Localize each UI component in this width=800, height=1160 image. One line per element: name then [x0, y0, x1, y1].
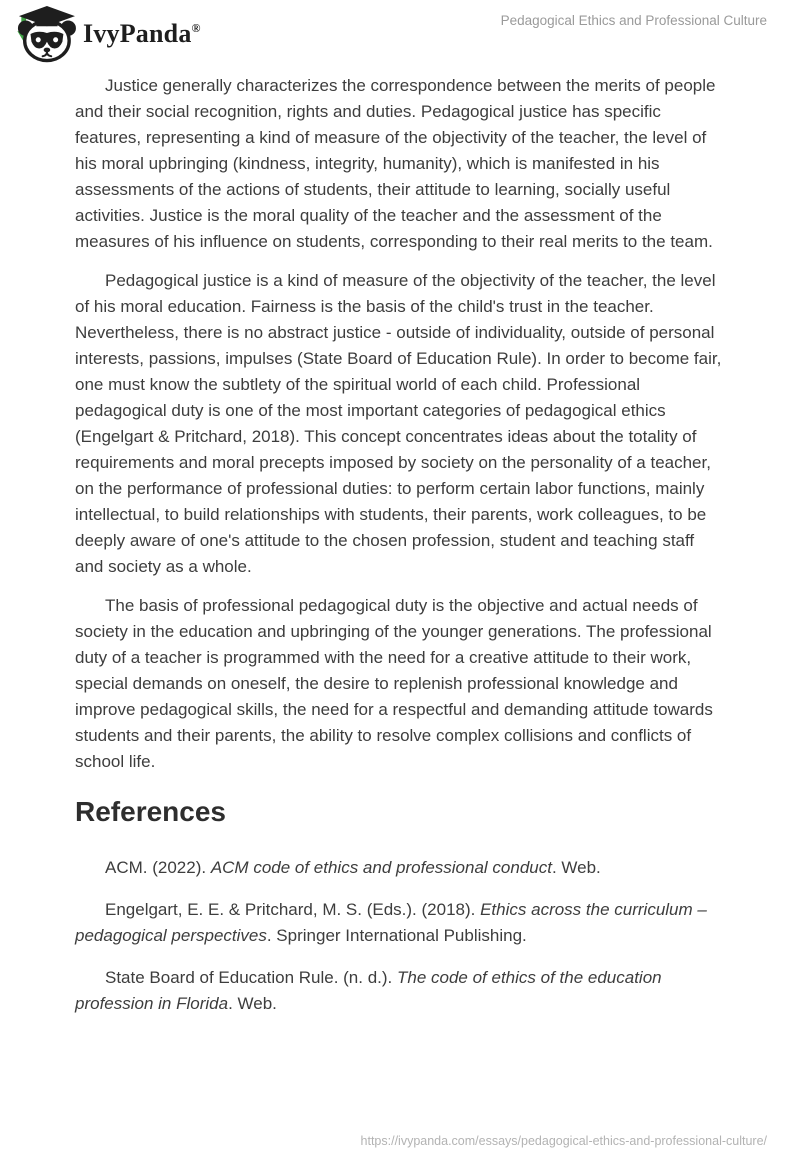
- ivypanda-panda-graduate-icon: [13, 5, 77, 63]
- reference-text: Engelgart, E. E. & Pritchard, M. S. (Eds.). (2018).: [105, 900, 481, 919]
- reference-text: . Web.: [551, 858, 601, 877]
- essay-paragraph: The basis of professional pedagogical duty is the objective and actual needs of society in the education and upbringing of the younger generations. The professional duty of a teacher is programmed with the need for a creative attitude to their work, special demands on oneself, the desire to replenish professional knowledge and improve pedagogical skills, the need for a respectful and demanding attitude towards students and their parents, the ability to resolve complex collisions and conflicts of school life.: [75, 596, 713, 771]
- essay-paragraph: Justice generally characterizes the correspondence between the merits of people and their social recognition, rights and duties. Pedagogical justice has specific features, representing a kind of measure of the objectivity of the teacher, the level of his moral upbringing (kindness, integrity, humanity), which is manifested in his assessments of the actions of students, their attitude to learning, socially useful activities. Justice is the moral quality of the teacher and the assessment of the measures of his influence on students, corresponding to their real merits to the team.: [75, 76, 716, 251]
- logo-wordmark: IvyPanda: [83, 19, 192, 48]
- logo-text: [83, 19, 201, 49]
- reference-text: . Web.: [228, 994, 277, 1013]
- reference-text: . Springer International Publishing.: [266, 926, 527, 945]
- references-heading: References: [75, 796, 226, 827]
- reference-entry: [75, 965, 725, 1017]
- ivypanda-brand: [13, 5, 201, 63]
- page-header: [0, 0, 800, 64]
- reference-text: ACM. (2022).: [105, 858, 211, 877]
- reference-title-italic: The code of ethics of the education profession in Florida: [75, 968, 662, 1013]
- essay-content: [75, 62, 725, 1033]
- reference-text: State Board of Education Rule. (n. d.).: [105, 968, 397, 987]
- source-url: https://ivypanda.com/essays/pedagogical-ethics-and-professional-culture/: [360, 1134, 767, 1148]
- reference-entry: [75, 897, 725, 949]
- essay-paragraph: Pedagogical justice is a kind of measure of the objectivity of the teacher, the level of his moral education. Fairness is the basis of the child's trust in the teacher. Nevertheless, there is no abstract justice - outside of individuality, outside of personal interests, passions, impulses (State Board of Education Rule). In order to become fair, one must know the subtlety of the spiritual world of each child. Professional pedagogical duty is one of the most important categories of pedagogical ethics (Engelgart & Pritchard, 2018). This concept concentrates ideas about the totality of requirements and moral precepts imposed by society on the personality of a teacher, on the performance of professional duties: to perform certain labor functions, mainly intellectual, to build relationships with students, their parents, work colleagues, to be deeply aware of one's attitude to the chosen profession, student and teaching staff and society as a whole.: [75, 271, 722, 576]
- reference-title-italic: ACM code of ethics and professional conduct: [210, 858, 552, 877]
- registered-trademark: ®: [191, 21, 201, 35]
- document-title: Pedagogical Ethics and Professional Culture: [500, 13, 767, 28]
- reference-entry: [75, 855, 725, 881]
- reference-title-italic: Ethics across the curriculum – pedagogical perspectives: [75, 900, 707, 945]
